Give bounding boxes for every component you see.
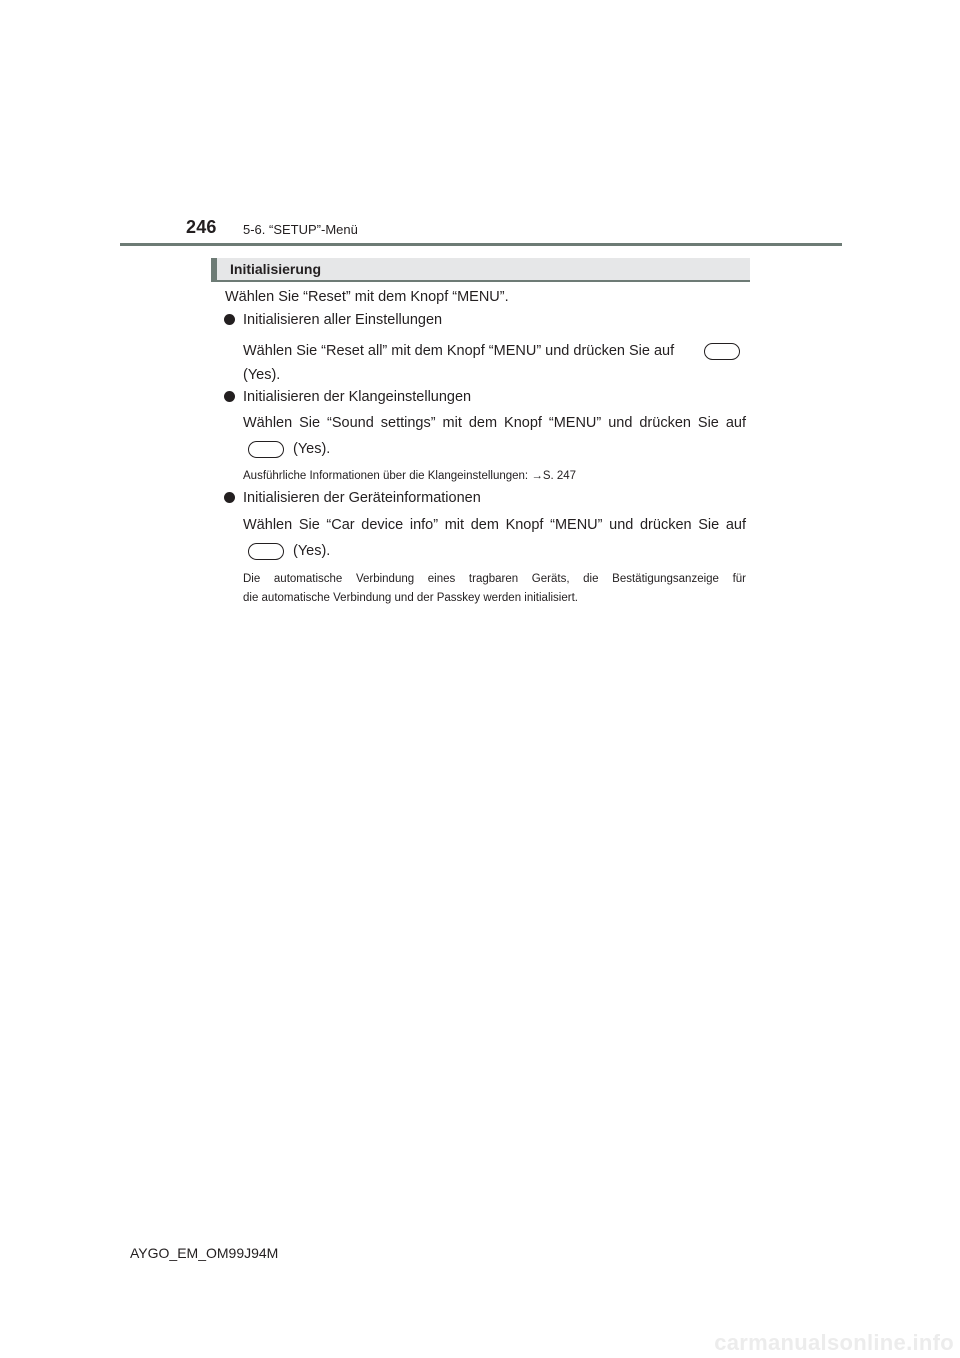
instruction-line-cont: (Yes). [293, 441, 331, 457]
watermark: carmanualsonline.info [714, 1330, 954, 1355]
note-line: Die automatische Verbindung eines tragbaren Geräts, die Bestätigungsanzeige für [243, 573, 746, 585]
bullet-icon [224, 314, 235, 325]
bullet-icon [224, 492, 235, 503]
section-title: Initialisierung [230, 261, 322, 277]
instruction-line: Wählen Sie “Sound settings” mit dem Knopf “MENU” und drücken Sie auf [243, 415, 746, 431]
yes-button-icon [248, 441, 284, 458]
bullet-heading: Initialisieren der Klangeinstellungen [243, 389, 472, 405]
reference-note: Ausführliche Informationen über die Klangeinstellungen: →S. 247 [243, 470, 577, 482]
instruction-line-cont: (Yes). [293, 543, 331, 559]
section-reference: 5-6. “SETUP”-Menü [243, 222, 358, 237]
header-rule [120, 243, 842, 246]
instruction-line-cont: (Yes). [243, 367, 281, 383]
bullet-item-sound-settings [224, 389, 471, 405]
section-heading-bar [211, 258, 750, 282]
bullet-icon [224, 391, 235, 402]
bullet-heading: Initialisieren der Geräteinformationen [243, 490, 481, 506]
instruction-line: Wählen Sie “Car device info” mit dem Knopf “MENU” und drücken Sie auf [243, 517, 746, 533]
yes-button-icon [704, 343, 740, 360]
instruction-line: Wählen Sie “Reset all” mit dem Knopf “MENU” und drücken Sie auf [243, 343, 675, 359]
yes-button-icon [248, 543, 284, 560]
intro-text: Wählen Sie “Reset” mit dem Knopf “MENU”. [225, 289, 509, 305]
bullet-heading: Initialisieren aller Einstellungen [243, 312, 443, 328]
bullet-item-reset-all [224, 312, 442, 328]
page-number: 246 [186, 217, 217, 237]
bullet-item-device-info [224, 490, 481, 506]
note-line-cont: die automatische Verbindung und der Passkey werden initialisiert. [243, 592, 578, 604]
document-code: AYGO_EM_OM99J94M [130, 1245, 279, 1261]
